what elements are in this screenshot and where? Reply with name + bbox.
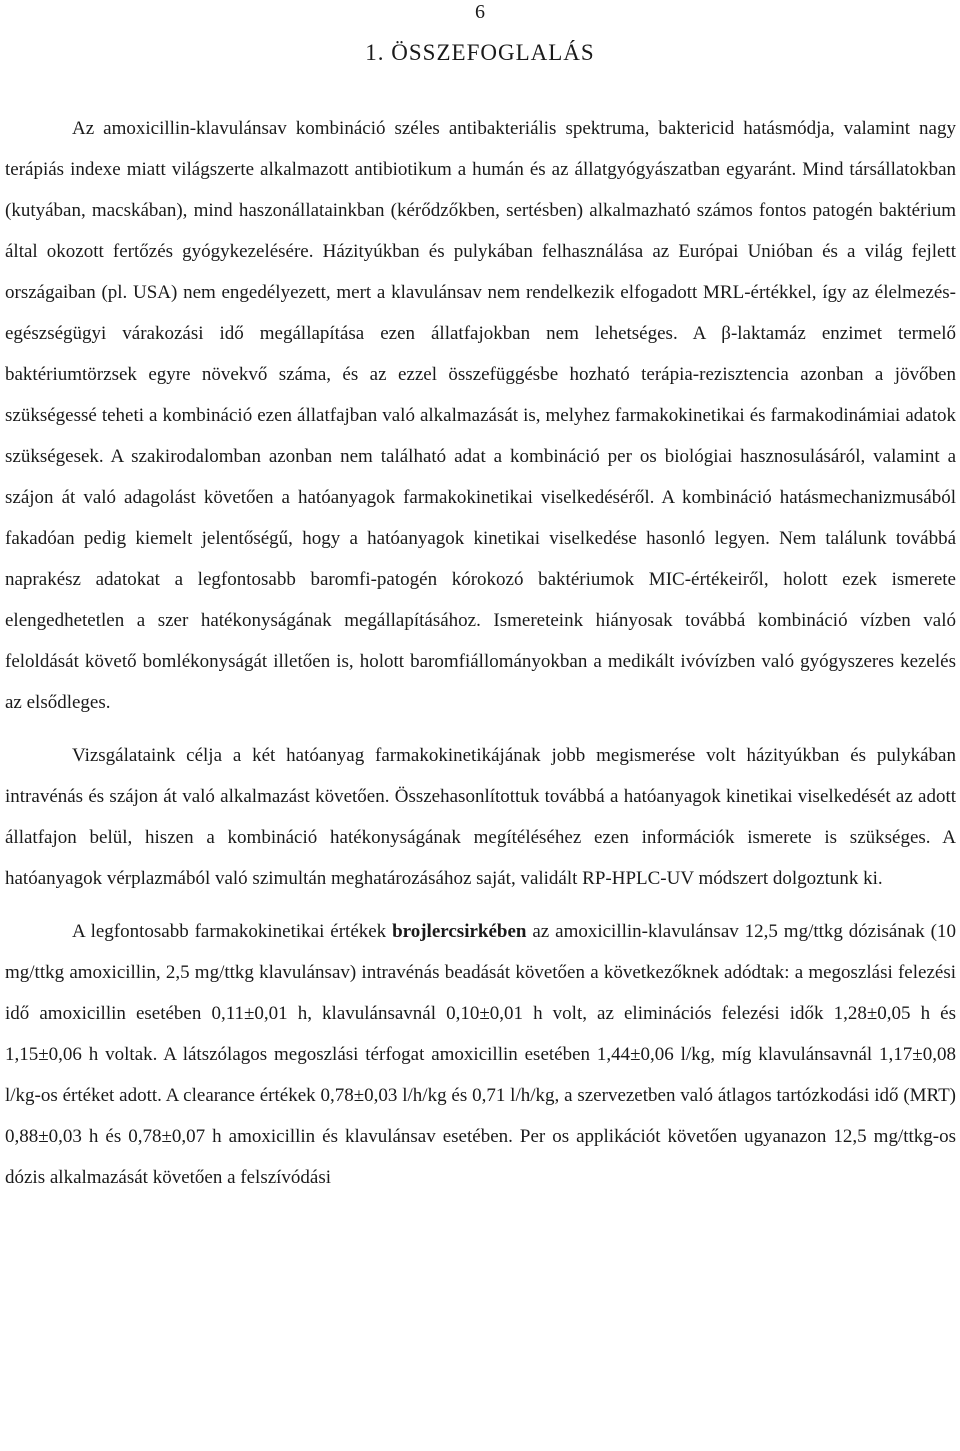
- section-heading: 1. ÖSSZEFOGLALÁS: [365, 40, 595, 65]
- paragraph-study-aim: Vizsgálataink célja a két hatóanyag farmakokinetikájának jobb megismerése volt házityúkban és pulykában intravénás és szájon át való alkalmazást követően. Összehasonlítottuk továbbá a hatóanyagok kinetikai viselkedését az adott állatfajon belül, hiszen a kombináció hatékonyságának megítéléséhez ezen információk ismerete is szükséges. A hatóanyagok vérplazmából való szimultán meghatározásához saját, validált RP-HPLC-UV módszert dolgoztunk ki.: [5, 745, 956, 889]
- paragraph-text-start: A legfontosabb farmakokinetikai értékek: [72, 921, 393, 942]
- bold-term-broiler: brojlercsirkében: [392, 921, 527, 942]
- paragraph-broiler-results: [5, 911, 956, 1198]
- page-number: 6: [475, 1, 485, 23]
- paragraph-introduction: Az amoxicillin-klavulánsav kombináció széles antibakteriális spektruma, baktericid hatásmódja, valamint nagy terápiás indexe miatt világszerte alkalmazott antibiotikum a humán és az állatgyógyászatban egyaránt. Mind társállatokban (kutyában, macskában), mind haszonállatainkban (kérődzőkben, sertésben) alkalmazható számos fontos patogén baktérium által okozott fertőzés gyógykezelésére. Házityúkban és pulykában felhasználása az Európai Unióban és a világ fejlett országaiban (pl. USA) nem engedélyezett, mert a klavulánsav nem rendelkezik elfogadott MRL-értékkel, így az élelmezés-egészségügyi várakozási idő megállapítása ezen állatfajokban nem lehetséges. A β-laktamáz enzimet termelő baktériumtörzsek egyre növekvő száma, és az ezzel összefüggésbe hozható terápia-rezisztencia azonban a jövőben szükségessé teheti a kombináció ezen állatfajban való alkalmazását is, melyhez farmakokinetikai és farmakodinámiai adatok szükségesek. A szakirodalomban azonban nem található adat a kombináció per os biológiai hasznosulásáról, valamint a szájon át való adagolást követően a hatóanyagok farmakokinetikai viselkedéséről. A kombináció hatásmechanizmusából fakadóan pedig kiemelt jelentőségű, hogy a hatóanyagok kinetikai viselkedése hasonló legyen. Nem találunk továbbá naprakész adatokat a legfontosabb baromfi-patogén kórokozó baktériumok MIC-értékeiről, holott ezek ismerete elengedhetetlen a szer hatékonyságának megállapításához. Ismereteink hiányosak továbbá kombináció vízben való feloldását követő bomlékonyságát illetően is, holott baromfiállományokban a medikált ivóvízben való gyógyszeres kezelés az elsődleges.: [5, 118, 956, 713]
- paragraph-text-end: az amoxicillin-klavulánsav 12,5 mg/ttkg dózisának (10 mg/ttkg amoxicillin, 2,5 mg/ttkg klavulánsav) intravénás beadását követően a következőknek adódtak: a megoszlási felezési idő amoxicillin esetében 0,11±0,01 h, klavulánsavnál 0,10±0,01 h volt, az eliminációs felezési idők 1,28±0,05 h és 1,15±0,06 h voltak. A látszólagos megoszlási térfogat amoxicillin esetében 1,44±0,06 l/kg, míg klavulánsavnál 1,17±0,08 l/kg-os értéket adott. A clearance értékek 0,78±0,03 l/h/kg és 0,71 l/h/kg, a szervezetben való átlagos tartózkodási idő (MRT) 0,88±0,03 h és 0,78±0,07 h amoxicillin és klavulánsav esetében. Per os applikációt követően ugyanazon 12,5 mg/ttkg-os dózis alkalmazását követően a felszívódási: [5, 921, 956, 1188]
- document-body: [5, 108, 956, 1198]
